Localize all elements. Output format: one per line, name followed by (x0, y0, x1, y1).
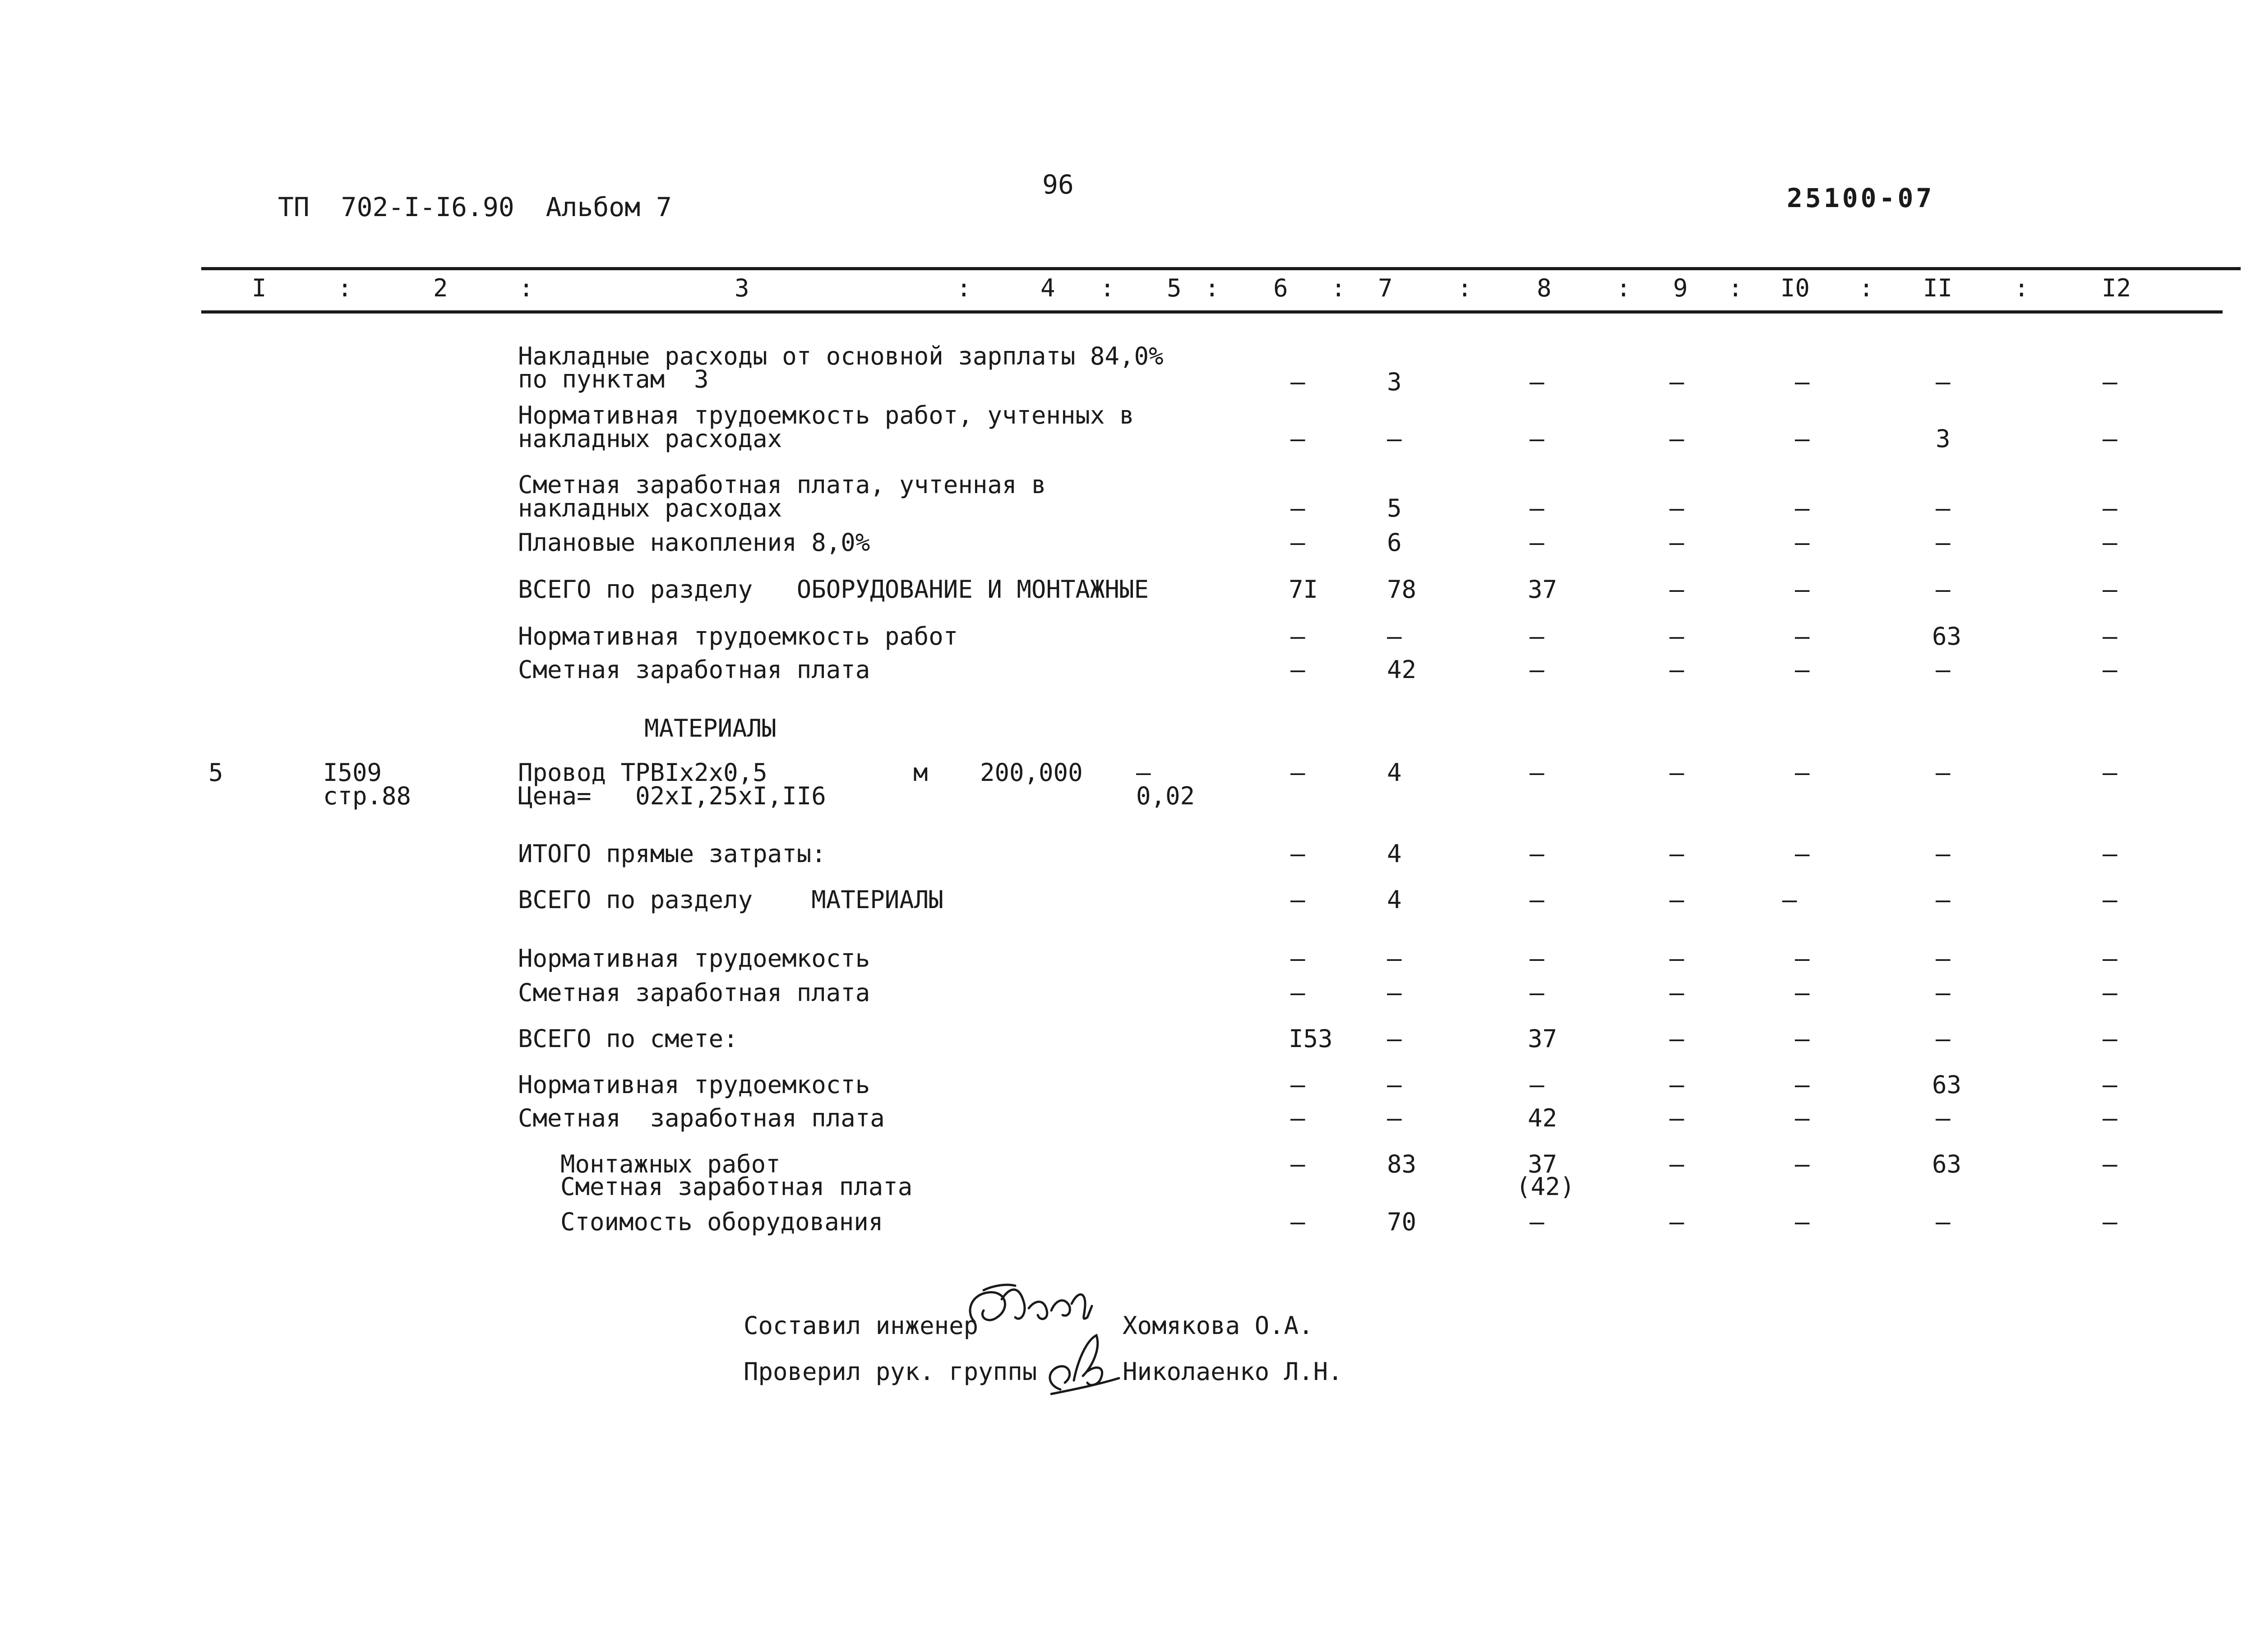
cell-col8: – (1530, 944, 1544, 973)
cell-col8: 42 (1528, 1104, 1558, 1132)
cell-col6: – (1290, 1104, 1305, 1132)
cell-col12: – (2103, 1104, 2117, 1132)
section-heading-materials: МАТЕРИАЛЫ (644, 714, 777, 743)
cell-col9: – (1669, 575, 1684, 604)
cell-col7: 78 (1387, 575, 1417, 604)
row-text: по пунктам 3 (518, 365, 709, 393)
cell-col6: I53 (1289, 1024, 1333, 1053)
cell-col11: – (1936, 368, 1951, 396)
cell-col12: – (2103, 886, 2117, 914)
cell-col9: – (1669, 368, 1684, 396)
col-header-5: 5 (1167, 274, 1182, 302)
cell-col12: – (2103, 1208, 2117, 1236)
cell-col11: – (1936, 655, 1951, 684)
col-header-9: 9 (1673, 274, 1688, 302)
col-header-11: II (1923, 274, 1953, 302)
cell-col10: – (1795, 1208, 1810, 1236)
page-number: 96 (1042, 169, 1074, 200)
cell-col8: – (1530, 886, 1544, 914)
cell-col12: – (2103, 978, 2117, 1007)
section-total-text: ВСЕГО по разделу МАТЕРИАЛЫ (518, 886, 943, 914)
col-header-2: 2 (433, 274, 448, 302)
cell-col10: – (1782, 886, 1797, 914)
cell-col9: – (1669, 494, 1684, 522)
cell-col7: – (1387, 1104, 1402, 1132)
row-text: Нормативная трудоемкость работ (518, 622, 958, 651)
cell-col10: – (1795, 758, 1810, 787)
material-price: Цена= 02хI,25хI,II6 (518, 782, 826, 810)
cell-col9: – (1669, 1024, 1684, 1053)
cell-col12: – (2103, 655, 2117, 684)
row-text: Нормативная трудоемкость (518, 1071, 870, 1099)
cell-col6: – (1290, 622, 1305, 651)
signature-checker-mark (1033, 1322, 1133, 1398)
cell-col6: – (1290, 978, 1305, 1007)
row-text: Монтажных работ (560, 1150, 781, 1178)
cell-col8-paren: (42) (1516, 1172, 1575, 1201)
cell-col9: – (1669, 758, 1684, 787)
cell-col7: – (1387, 944, 1402, 973)
cell-col7: 6 (1387, 528, 1402, 557)
cell-col6: – (1290, 368, 1305, 396)
checked-by-label: Проверил рук. группы (744, 1357, 1037, 1386)
row-text: Накладные расходы от основной зарплаты 84,0% (518, 342, 1164, 370)
row-text: Сметная заработная плата (518, 655, 870, 684)
doc-code: 25100-07 (1787, 183, 1935, 213)
cell-col11: – (1936, 944, 1951, 973)
cell-col8: – (1530, 528, 1544, 557)
cell-col6: – (1290, 886, 1305, 914)
cell-col11: 63 (1932, 1071, 1962, 1099)
cell-col7: – (1387, 1071, 1402, 1099)
col-header-sep: : (519, 274, 534, 302)
cell-col12: – (2103, 575, 2117, 604)
cell-col11: – (1936, 758, 1951, 787)
cell-col12: – (2103, 1150, 2117, 1178)
cell-col12: – (2103, 368, 2117, 396)
doc-reference: ТП 702-I-I6.90 Альбом 7 (278, 192, 672, 222)
cell-col6: – (1290, 528, 1305, 557)
cell-col6: – (1290, 425, 1305, 453)
quantity: 200,000 (980, 758, 1083, 787)
compiled-by-label: Составил инженер (744, 1311, 979, 1340)
cell-col8: – (1530, 758, 1544, 787)
cell-col7: – (1387, 425, 1402, 453)
col-header-sep: : (2014, 274, 2029, 302)
row-text: Сметная заработная плата (560, 1172, 913, 1201)
cell-col11: – (1936, 886, 1951, 914)
cell-col11: – (1936, 575, 1951, 604)
cell-col11: 3 (1936, 425, 1951, 453)
row-text: ИТОГО прямые затраты: (518, 840, 826, 868)
cell-col7: 42 (1387, 655, 1417, 684)
row-text: Стоимость оборудования (560, 1208, 883, 1236)
cell-col7: – (1387, 1024, 1402, 1053)
cell-col7: 83 (1387, 1150, 1417, 1178)
cell-col8: – (1530, 1071, 1544, 1099)
cell-col8: – (1530, 368, 1544, 396)
col-header-sep: : (1100, 274, 1115, 302)
material-name: Провод ТРВIх2х0,5 (518, 758, 767, 787)
row-text: накладных расходах (518, 425, 782, 453)
cell-col8: – (1530, 840, 1544, 868)
col-header-1: I (252, 274, 267, 302)
col-header-sep: : (1331, 274, 1346, 302)
cell-col8: – (1530, 1208, 1544, 1236)
cell-col12: – (2103, 1024, 2117, 1053)
cell-col10: – (1795, 425, 1810, 453)
cell-col10: – (1795, 528, 1810, 557)
cell-col8: 37 (1528, 1150, 1558, 1178)
cell-col10: – (1795, 622, 1810, 651)
col-header-sep: : (1728, 274, 1743, 302)
cell-col9: – (1669, 622, 1684, 651)
col-header-6: 6 (1273, 274, 1288, 302)
unit: м (913, 758, 928, 787)
cell-col12: – (2103, 758, 2117, 787)
cell-col8: – (1530, 655, 1544, 684)
col-header-sep: : (1616, 274, 1631, 302)
cell-col12: – (2103, 528, 2117, 557)
col-header-12: I2 (2102, 274, 2131, 302)
col-header-sep: : (957, 274, 971, 302)
cell-col9: – (1669, 886, 1684, 914)
cell-col9: – (1669, 1150, 1684, 1178)
table-top-rule (201, 267, 2241, 270)
cell-col6: – (1290, 655, 1305, 684)
cell-col9: – (1669, 1071, 1684, 1099)
cell-col9: – (1669, 1208, 1684, 1236)
checked-by-name: Николаенко Л.Н. (1123, 1357, 1343, 1386)
col-header-10: I0 (1780, 274, 1810, 302)
price-page: стр.88 (323, 782, 411, 810)
col-header-7: 7 (1378, 274, 1393, 302)
cell-col12: – (2103, 622, 2117, 651)
cell-col10: – (1795, 978, 1810, 1007)
section-total-text: ВСЕГО по разделу ОБОРУДОВАНИЕ И МОНТАЖНЫЕ (518, 575, 1149, 604)
cell-col6: – (1290, 944, 1305, 973)
cell-col11: – (1936, 978, 1951, 1007)
price-code: I509 (323, 758, 382, 787)
cell-col8: – (1530, 494, 1544, 522)
cell-col9: – (1669, 944, 1684, 973)
cell-col6: 7I (1289, 575, 1318, 604)
cell-col11: 63 (1932, 622, 1962, 651)
row-text: Сметная заработная плата (518, 1104, 885, 1132)
row-text: Сметная заработная плата (518, 978, 870, 1007)
col-header-sep: : (1859, 274, 1874, 302)
cell-col12: – (2103, 425, 2117, 453)
col-header-3: 3 (735, 274, 749, 302)
cell-col12: – (2103, 494, 2117, 522)
cell-col12: – (2103, 1071, 2117, 1099)
cell-col6: – (1290, 1071, 1305, 1099)
cell-col8: 37 (1528, 575, 1558, 604)
cell-col7: 4 (1387, 758, 1402, 787)
row-text: Плановые накопления 8,0% (518, 528, 870, 557)
cell-col10: – (1795, 1150, 1810, 1178)
cell-col8: – (1530, 622, 1544, 651)
cell-col10: – (1795, 575, 1810, 604)
cell-col9: – (1669, 840, 1684, 868)
cell-col8: – (1530, 425, 1544, 453)
unit-cost-dash: – (1136, 758, 1151, 787)
row-text: накладных расходах (518, 494, 782, 522)
cell-col6: – (1290, 1208, 1305, 1236)
col-header-sep: : (1457, 274, 1472, 302)
cell-col9: – (1669, 425, 1684, 453)
cell-col12: – (2103, 944, 2117, 973)
cell-col11: – (1936, 494, 1951, 522)
cell-col9: – (1669, 978, 1684, 1007)
cell-col7: 5 (1387, 494, 1402, 522)
cell-col10: – (1795, 840, 1810, 868)
cell-col12: – (2103, 840, 2117, 868)
item-number: 5 (208, 758, 223, 787)
cell-col11: – (1936, 840, 1951, 868)
row-text: Нормативная трудоемкость (518, 944, 870, 973)
cell-col10: – (1795, 1024, 1810, 1053)
cell-col10: – (1795, 494, 1810, 522)
table-header-bottom-rule (201, 310, 2223, 314)
col-header-4: 4 (1040, 274, 1055, 302)
estimate-total-text: ВСЕГО по смете: (518, 1024, 738, 1053)
cell-col11: – (1936, 1104, 1951, 1132)
compiled-by-name: Хомякова О.А. (1123, 1311, 1313, 1340)
cell-col7: 4 (1387, 840, 1402, 868)
cell-col11: – (1936, 528, 1951, 557)
cell-col11: 63 (1932, 1150, 1962, 1178)
cell-col8: – (1530, 978, 1544, 1007)
cell-col6: – (1290, 494, 1305, 522)
col-header-8: 8 (1537, 274, 1552, 302)
row-text: Нормативная трудоемкость работ, учтенных в (518, 401, 1134, 429)
cell-col10: – (1795, 368, 1810, 396)
cell-col7: – (1387, 622, 1402, 651)
cell-col9: – (1669, 528, 1684, 557)
cell-col7: – (1387, 978, 1402, 1007)
cell-col10: – (1795, 944, 1810, 973)
cell-col6: – (1290, 758, 1305, 787)
cell-col9: – (1669, 655, 1684, 684)
cell-col6: – (1290, 840, 1305, 868)
col-header-sep: : (337, 274, 352, 302)
cell-col10: – (1795, 655, 1810, 684)
cell-col7: 4 (1387, 886, 1402, 914)
cell-col8: 37 (1528, 1024, 1558, 1053)
cell-col7: 70 (1387, 1208, 1417, 1236)
col-header-sep: : (1205, 274, 1220, 302)
cell-col10: – (1795, 1071, 1810, 1099)
unit-cost: 0,02 (1136, 782, 1195, 810)
cell-col7: 3 (1387, 368, 1402, 396)
cell-col10: – (1795, 1104, 1810, 1132)
cell-col9: – (1669, 1104, 1684, 1132)
cell-col6: – (1290, 1150, 1305, 1178)
cell-col11: – (1936, 1024, 1951, 1053)
row-text: Сметная заработная плата, учтенная в (518, 471, 1046, 499)
cell-col11: – (1936, 1208, 1951, 1236)
